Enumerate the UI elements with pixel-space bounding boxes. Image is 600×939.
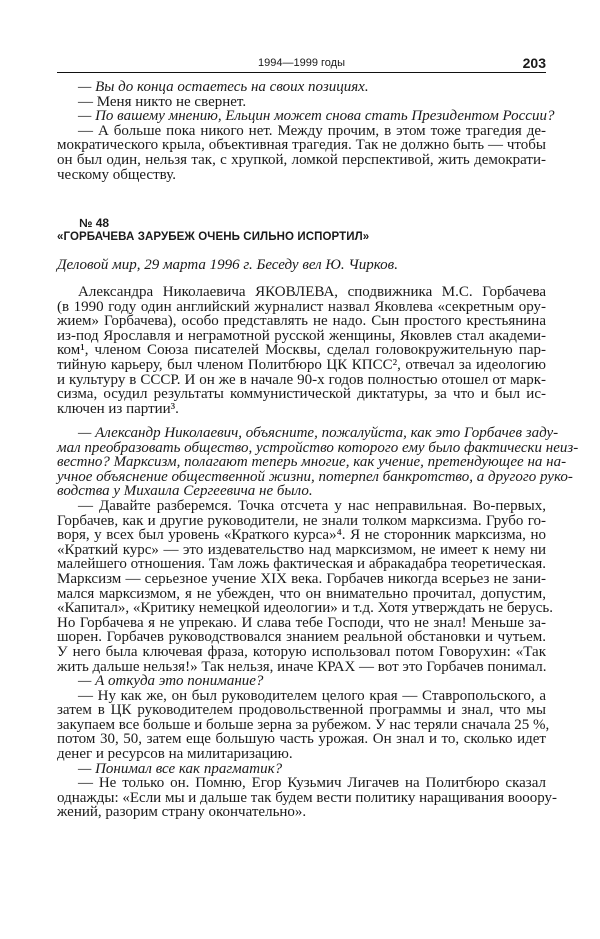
text-line: «Краткий курс» — это издевательство над марксизмом, не имеет к нему ни <box>57 541 546 558</box>
text-line: жений, разорим страну окончательно». <box>57 804 307 821</box>
text-line: — Не только он. Помню, Егор Кузьмич Лигачев на Политбюро сказал <box>78 775 546 792</box>
text-line: У него была ключевая фраза, которую использовал потом Говорухин: «Так <box>57 643 546 660</box>
text-paragraph <box>57 497 553 675</box>
text-line: водства у Михаила Сергеевича не было. <box>57 483 313 500</box>
text-line: шорен. Горбачев руководствовался знанием реальной обстановки и чутьем. <box>57 629 546 646</box>
text-line: мался марксизмом, я не убежден, что он внимательно прочитал, допустим, <box>57 585 546 602</box>
question-paragraph <box>57 108 555 125</box>
text-line: — Давайте разберемся. Точка отсчета у нас неправильная. Во-первых, <box>78 497 546 514</box>
text-line: Горбачев, как и другие руководители, не знали толком марксизма. Грубо го- <box>57 512 546 529</box>
text-line: мал преобразовать общество, устройство которого ему было фактически неиз- <box>57 439 579 456</box>
text-line: из-под Ярославля и неграмотной русской женщины, Яковлев стал академи- <box>57 327 546 344</box>
text-line: — Вы до конца остаетесь на своих позициях. <box>78 79 369 95</box>
header-rule <box>57 72 546 73</box>
text-line: мократического крыла, объективная трагедия. Так не должно быть — чтобы <box>57 137 546 154</box>
text-line: денег и ресурсов на милитаризацию. <box>57 746 293 763</box>
text-paragraph <box>57 95 546 110</box>
text-line: малейшего отношения. Там ложь фактическая и абракадабра теоретическая. <box>57 556 546 573</box>
text-line: затем в ЦК руководителем продовольственной программы и знал, что мы <box>57 702 546 719</box>
page-number: 203 <box>522 55 546 71</box>
text-line: — Ну как же, он был руководителем целого края — Ставропольского, а <box>78 687 546 704</box>
text-line: однажды: «Если мы и дальше так будем вести политику наращивания вооору- <box>57 789 558 806</box>
text-line: Марксизм — серьезное учение XIX века. Горбачев никогда всерьез не зани- <box>57 570 546 587</box>
running-title: 1994—1999 годы <box>258 57 345 69</box>
document-source <box>57 258 546 273</box>
text-line: Но Горбачева я не упрекаю. И слава тебе Господи, что не знал! Меньше за- <box>57 614 546 631</box>
text-line: — Понимал все как прагматик? <box>78 760 283 777</box>
text-line: тийную карьеру, был членом Политбюро ЦК КПСС², отвечал за идеологию <box>57 356 546 373</box>
text-line: «Капитал», «Критику немецкой идеологии» и т.д. Хотя утверждать не берусь. <box>57 600 553 617</box>
text-line: сизма, осудил результаты коммунистической диктатуры, за что и был ис- <box>57 386 546 403</box>
text-paragraph <box>57 285 546 416</box>
text-line: ключен из партии³. <box>57 400 179 417</box>
question-paragraph <box>57 762 546 777</box>
text-line: ком¹, членом Союза писателей Москвы, сделал головокружительную пар- <box>57 342 546 359</box>
text-line: потом 30, 50, затем еще большую часть урожая. Он знал и то, сколько идет <box>57 731 546 748</box>
interview-body <box>57 425 579 821</box>
document-title: «ГОРБАЧЕВА ЗАРУБЕЖ ОЧЕНЬ СИЛЬНО ИСПОРТИЛ» <box>57 231 370 243</box>
text-line: — По вашему мнению, Ельцин может снова стать Президентом России? <box>78 108 555 125</box>
text-line: закупаем все больше и больше зерна за рубежом. У нас теряли сначала 25 %, <box>57 716 550 733</box>
text-line: (в 1990 году один английский журналист назвал Яковлева «секретным ору- <box>57 298 546 315</box>
text-line: вестно? Марксизм, полагают теперь многие, как учение, претендующее на на- <box>57 454 567 471</box>
text-line: и культуру в СССР. И он же в начале 90-х годов полностью отошел от марк- <box>57 371 546 388</box>
text-line: — А откуда это понимание? <box>78 673 264 690</box>
text-line: учное объяснение общественной жизни, потерпел банкротство, а другого руко- <box>57 468 573 485</box>
text-line: он был один, нельзя так, с хрупкой, ломкой перспективой, жить демократи- <box>57 151 546 168</box>
text-paragraph <box>57 775 558 821</box>
question-paragraph <box>57 425 579 500</box>
text-line: — Александр Николаевич, объясните, пожалуйста, как это Горбачев заду- <box>78 425 559 441</box>
running-header <box>57 55 546 71</box>
question-paragraph <box>57 80 546 95</box>
text-paragraph <box>57 124 546 182</box>
text-line: жием» Горбачева), особо представлять не надо. Сын простого крестьянина <box>57 313 546 330</box>
text-line: Александра Николаевича ЯКОВЛЕВА, сподвижника М.С. Горбачева <box>78 284 546 300</box>
text-paragraph <box>57 687 550 763</box>
intro-dialogue <box>57 79 555 183</box>
text-line: воря, у всех был уровень «Краткого курса»⁴. Я не сторонник марксизма, но <box>57 527 546 544</box>
source-line: Деловой мир, 29 марта 1996 г. Беседу вел Ю. Чирков. <box>57 257 398 273</box>
text-line: — Меня никто не свернет. <box>78 93 247 110</box>
text-line: ческому обществу. <box>57 166 176 183</box>
document-number: № 48 <box>79 216 110 230</box>
text-line: жить дальше нельзя!» Так нельзя, иначе КРАХ — вот это Горбачев понимал. <box>57 658 547 675</box>
question-paragraph <box>57 674 546 689</box>
lead-paragraph <box>57 285 546 416</box>
text-line: — А больше пока никого нет. Между прочим, в этом тоже трагедия де- <box>78 122 546 139</box>
